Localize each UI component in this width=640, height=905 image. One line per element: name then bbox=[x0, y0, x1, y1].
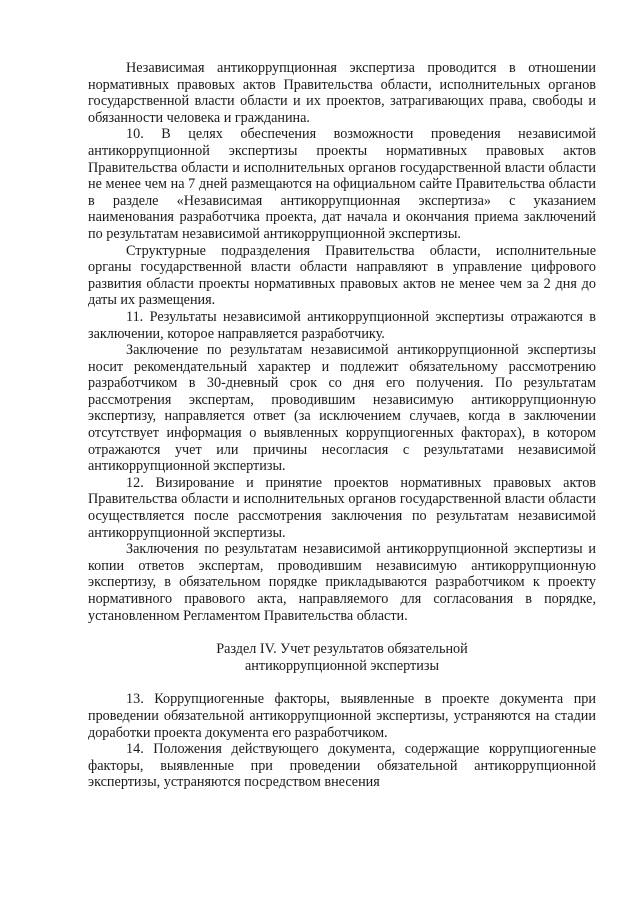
paragraph-item-12: 12. Визирование и принятие проектов нормативных правовых актов Правительства области и исполнительных органов государственной власти области осуществляется после рассмотрения заключения по результатам независимой антикоррупционной экспертизы. bbox=[88, 474, 596, 541]
section-heading-line-2: антикоррупционной экспертизы bbox=[245, 657, 439, 674]
paragraph-structural-units: Структурные подразделения Правительства области, исполнительные органы государственной власти области направляют в управление цифрового развития области проекты нормативных правовых актов не менее чем за 2 дня до даты их размещения. bbox=[88, 242, 596, 309]
paragraph-item-11: 11. Результаты независимой антикоррупционной экспертизы отражаются в заключении, которое направляется разработчику. bbox=[88, 308, 596, 342]
paragraph-independent-expertise-scope: Независимая антикоррупционная экспертиза проводится в отношении нормативных правовых актов Правительства области, исполнительных органов государственной власти области и их проектов, затрагивающих права, свободы и обязанности человека и гражданина. bbox=[88, 60, 596, 126]
paragraph-conclusion-review: Заключение по результатам независимой антикоррупционной экспертизы носит рекомендательный характер и подлежит обязательному рассмотрению разработчиком в 30-дневный срок со дня его получения. По результатам рассмотрения экспертам, проводившим независимую антикоррупционную экспертизу, направляется ответ (за исключением случаев, когда в заключении отсутствует информация о выявленных коррупциогенных факторах), в котором отражаются учет или причины несогласия с результатами независимой антикоррупционной экспертизы. bbox=[88, 342, 596, 475]
paragraph-item-14: 14. Положения действующего документа, содержащие коррупциогенные факторы, выявленные при проведении обязательной антикоррупционной экспертизы, устраняются посредством внесения bbox=[88, 741, 596, 791]
section-heading-line-1: Раздел IV. Учет результатов обязательной bbox=[216, 641, 468, 658]
paragraph-item-13: 13. Коррупциогенные факторы, выявленные в проекте документа при проведении обязательной антикоррупционной экспертизы, устраняются на стадии доработки проекта документа его разработчиком. bbox=[88, 691, 596, 741]
paragraph-item-10: 10. В целях обеспечения возможности проведения независимой антикоррупционной экспертизы проекты нормативных правовых актов Правительства области и исполнительных органов государственной власти области не менее чем на 7 дней размещаются на официальном сайте Правительства области в разделе «Независимая антикоррупционная экспертиза» с указанием наименования разработчика проекта, дат начала и окончания приема заключений по результатам независимой антикоррупционной экспертизы. bbox=[88, 126, 596, 242]
paragraph-conclusions-attachment: Заключения по результатам независимой антикоррупционной экспертизы и копии ответов экспертам, проводившим независимую антикоррупционную экспертизу, в обязательном порядке прикладываются разработчиком к проекту нормативного правового акта, направляемого для согласования в порядке, установленном Регламентом Правительства области. bbox=[88, 541, 596, 624]
document-page bbox=[88, 60, 596, 791]
section-heading bbox=[88, 641, 596, 674]
